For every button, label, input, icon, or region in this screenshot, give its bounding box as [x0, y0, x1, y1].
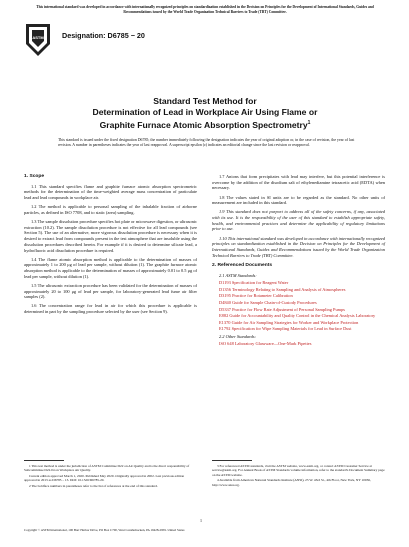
- header-notice: This international standard was developed in accordance with internationally recognized principles on standardization established in the Decision on Principles for the Development of International Standards, Guides and Recommendations issued by the World Trade Organization Technical Barriers to Trade (TBT) Committee.: [36, 5, 374, 14]
- footnote-rule-left: [24, 460, 64, 461]
- reference-item: D1193 Specification for Reagent Water: [219, 280, 289, 286]
- svg-text:ASTM: ASTM: [32, 35, 44, 40]
- title-footnote-mark: 1: [307, 120, 311, 126]
- copyright-notice: Copyright © ASTM International, 100 Barr Harbor Drive, PO Box C700, West Conshohocken, PA 19428-2959. United States: [24, 528, 185, 532]
- designation: Designation: D6785 − 20: [62, 31, 145, 40]
- paragraph-1-10: 1.10 This international standard was developed in accordance with internationally recognized principles on standardization established in the Decision on Principles for the Development of International Standards, Guides and Recommendations issued by the World Trade Organization Technical Barriers to Trade (TBT) Committee.: [212, 235, 385, 258]
- astm-logo: [24, 22, 52, 58]
- footnote-2: 2 The boldface numbers in parentheses refer to the list of references at the end of this standard.: [29, 484, 158, 489]
- reference-item: D5337 Practice for Flow Rate Adjustment of Personal Sampling Pumps: [219, 306, 345, 312]
- reference-item: D4840 Guide for Sample Chain-of-Custody Procedures: [219, 300, 317, 305]
- reference-item: ISO 648 Laboratory Glassware—One-Mark Pipettes: [219, 341, 312, 347]
- page-number: 1: [200, 518, 202, 523]
- paragraph-1-8: 1.8 The values stated in SI units are to be regarded as the standard. No other units of measurement are included in this standard.: [212, 194, 385, 206]
- right-column: [212, 174, 385, 348]
- paragraph-1-6: 1.6 The concentration range for lead in air for which this procedure is applicable is determined in part by the sampling procedure selected by the user (see Section 9).: [24, 303, 197, 315]
- footnote-4: 4 Available from American National Standards Institute (ANSI), 25 W. 43rd St., 4th Floor, New York, NY 10036, http://www.ansi.org.: [212, 478, 371, 487]
- title-line-1: Standard Test Method for: [153, 96, 257, 106]
- footnote-1: 1 This test method is under the jurisdiction of ASTM Committee D22 on Air Quality and is the direct responsibility of Subcommittee D22.04 on Workplace Air Quality.: [24, 464, 190, 473]
- footnote-1-edition: Current edition approved March 1, 2020. Published May 2020. Originally approved in 2002. Last previous edition approved in 2013 as D6785 – 13. DOI: 10.1520/D6785-20.: [24, 474, 185, 483]
- paragraph-1-2: 1.2 The method is applicable to personal sampling of the inhalable fraction of airborne particles, as defined in ISO 7708, and to static (area) sampling.: [24, 204, 197, 215]
- reference-link[interactable]: D5337: [219, 306, 231, 312]
- reference-item: D1356 Terminology Relating to Sampling and Analysis of Atmospheres: [219, 286, 346, 292]
- footnotes-right: [212, 464, 385, 489]
- astm-standards-heading: 2.1 ASTM Standards:: [219, 273, 257, 279]
- reference-link[interactable]: E1370: [219, 319, 231, 325]
- section-heading-referenced-documents: 2. Referenced Documents: [212, 263, 273, 269]
- footnotes-left: [24, 464, 197, 490]
- reference-link[interactable]: E1792: [219, 326, 231, 332]
- paragraph-1-9: 1.9 This standard does not purport to address all of the safety concerns, if any, associated with its use. It is the responsibility of the user of this standard to establish appropriate safety, health, and environmental practices and determine the applicability of regulatory limitations prior to use.: [212, 209, 385, 232]
- footnote-rule-right: [212, 460, 252, 461]
- paragraph-1-4: 1.4 The flame atomic absorption method is applicable to the determination of masses of approximately 1 to 200 μg of lead per sample, without dilution (1). The graphite furnace atomic absorption method is applicable to the determination of masses of approximately 0.01 to 0.5 μg of lead per sample, without dilution (1).: [24, 256, 197, 279]
- reference-link[interactable]: ISO 648: [219, 341, 234, 347]
- other-standards-heading: 2.2 Other Standards:: [219, 334, 257, 340]
- reference-link[interactable]: D1356: [219, 286, 231, 292]
- reference-link[interactable]: D3195: [219, 293, 231, 299]
- paragraph-1-3: 1.3 The sample dissolution procedure specifies hot plate or microwave digestion, or ultrasonic extraction (10.2). The sample dissolution procedure is not effective for all lead compounds (see Section 5). The use of an alternative, more vigorous dissolution procedure is necessary when it is desired to extract lead from compounds present in the test atmosphere that are insoluble using the dissolution procedures described herein. For example if it is desired to determine silicate lead, a hydrofluoric acid dissolution procedure is required.: [24, 219, 197, 253]
- reference-link[interactable]: E882: [219, 313, 229, 319]
- standard-note: This standard is issued under the fixed designation D6785; the number immediately following the designation indicates the year of original adoption or, in the case of revision, the year of last revision. A number in parentheses indicates the year of last reapproval. A superscript epsilon (ε) indicates an editorial change since the last revision or reapproval.: [58, 138, 355, 148]
- title-line-3: Graphite Furnace Atomic Absorption Spectrometry$^1$: [99, 119, 311, 130]
- footnote-3: 3 For referenced ASTM standards, visit the ASTM website, www.astm.org, or contact ASTM Customer Service at service@astm.org. For Annual Book of ASTM Standards volume information, refer to the standard's Document Summary page on the ASTM website.: [212, 464, 385, 477]
- reference-item: E1792 Specification for Wipe Sampling Materials for Lead in Surface Dust: [219, 326, 352, 332]
- reference-item: E1370 Guide for Air Sampling Strategies for Worker and Workplace Protection: [219, 319, 359, 325]
- document-title: [40, 96, 370, 131]
- reference-item: D3195 Practice for Rotameter Calibration: [219, 293, 293, 299]
- reference-link[interactable]: D1193: [219, 280, 231, 286]
- title-line-2: Determination of Lead in Workplace Air Using Flame or: [92, 107, 318, 117]
- left-column: [24, 174, 197, 318]
- reference-link[interactable]: D4840: [219, 300, 231, 305]
- paragraph-1-1: 1.1 This standard specifies flame and graphite furnace atomic absorption spectrometric methods for the determination of the time-weighted average mass concentration of particulate lead and lead compounds in workplace air.: [24, 183, 197, 201]
- reference-item: E882 Guide for Accountability and Quality Control in the Chemical Analysis Laboratory: [219, 313, 376, 319]
- section-heading-scope: 1. Scope: [24, 174, 45, 179]
- paragraph-1-5: 1.5 The ultrasonic extraction procedure has been validated for the determination of masses of approximately 20 to 100 μg of lead per sample, for laboratory-generated lead fume air filter samples (2).: [24, 282, 197, 300]
- paragraph-1-7: 1.7 Anions that form precipitates with lead may interfere, but this potential interference is overcome by the addition of the disodium salt of ethylenediamine tetraacetic acid (EDTA) when necessary.: [212, 174, 385, 191]
